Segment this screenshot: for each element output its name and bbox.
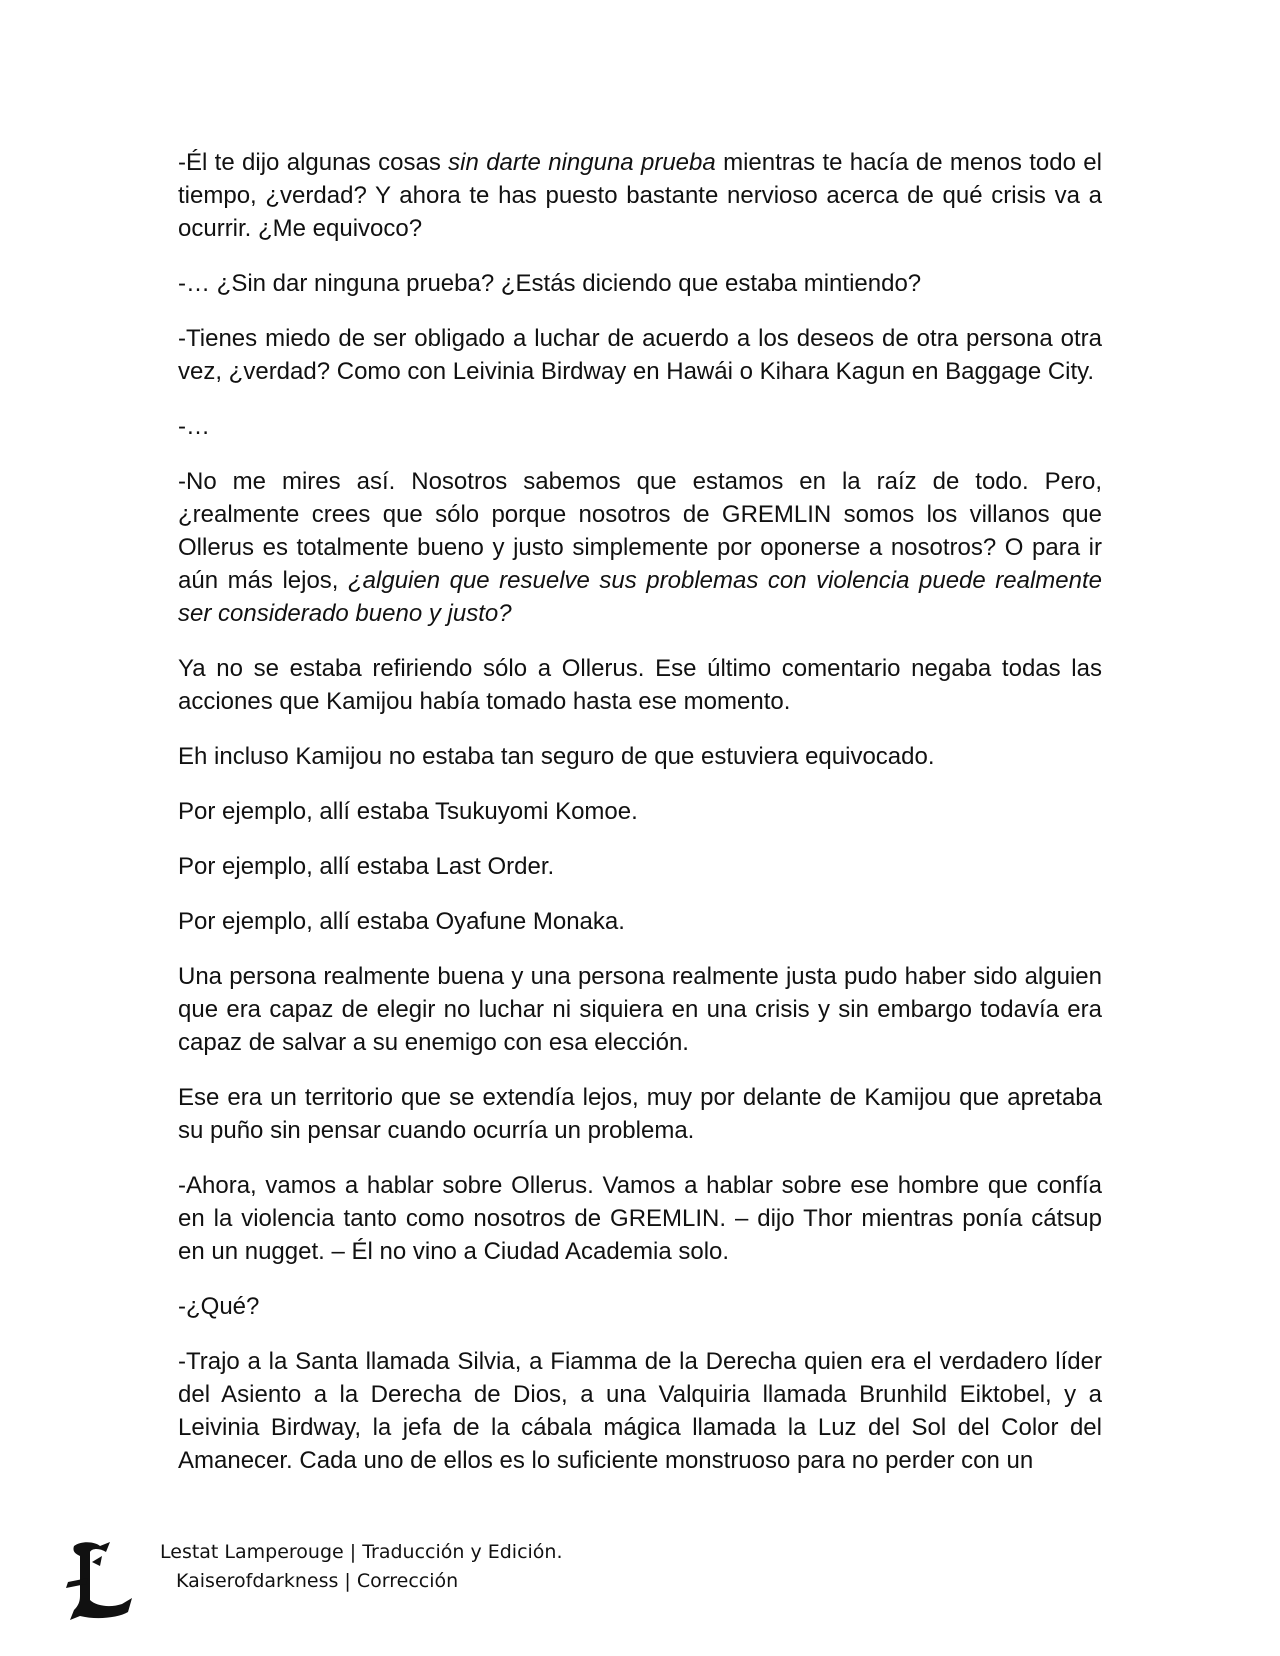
paragraph: [178, 465, 1102, 630]
paragraph-text: -No me mires así. Nosotros sabemos que estamos en la raíz de todo. Pero, ¿realmente crees que sólo porque nosotros de GREMLIN somos los villanos que Ollerus es totalmente bueno y justo simplemente por oponerse a nosotros? O para ir aún más lejos,: [178, 468, 1102, 594]
paragraph: Por ejemplo, allí estaba Last Order.: [178, 853, 555, 880]
paragraph: -Trajo a la Santa llamada Silvia, a Fiamma de la Derecha quien era el verdadero líder del Asiento a la Derecha de Dios, a una Valquiria llamada Brunhild Eiktobel, y a Leivinia Birdway, la jefa de la cábala mágica llamada la Luz del Sol del Color del Amanecer. Cada uno de ellos es lo suficiente monstruoso para no perder con un: [178, 1348, 1102, 1474]
paragraph: -¿Qué?: [178, 1293, 260, 1320]
page-footer: [60, 1532, 760, 1632]
paragraph: -Ahora, vamos a hablar sobre Ollerus. Vamos a hablar sobre ese hombre que confía en la violencia tanto como nosotros de GREMLIN. – dijo Thor mientras ponía cátsup en un nugget. – Él no vino a Ciudad Academia solo.: [178, 1172, 1102, 1265]
paragraph: Por ejemplo, allí estaba Tsukuyomi Komoe.: [178, 798, 638, 825]
paragraph: -Tienes miedo de ser obligado a luchar de acuerdo a los deseos de otra persona otra vez, ¿verdad? Como con Leivinia Birdway en Hawái o Kihara Kagun en Baggage City.: [178, 325, 1102, 385]
paragraph: Ya no se estaba refiriendo sólo a Ollerus. Ese último comentario negaba todas las acciones que Kamijou había tomado hasta ese momento.: [178, 655, 1102, 715]
document-body: [178, 146, 1102, 1477]
paragraph: -…: [178, 413, 210, 440]
credits: [160, 1538, 563, 1596]
paragraph: Una persona realmente buena y una persona realmente justa pudo haber sido alguien que era capaz de elegir no luchar ni siquiera en una crisis y sin embargo todavía era capaz de salvar a su enemigo con esa elección.: [178, 963, 1102, 1056]
paragraph-text: mientras te hacía de menos todo el tiempo, ¿verdad? Y ahora te has puesto bastante nervioso acerca de qué crisis va a ocurrir. ¿Me equivoco?: [178, 149, 1102, 242]
credit-correction: Kaiserofdarkness | Corrección: [176, 1570, 459, 1592]
paragraph: [178, 146, 1102, 245]
paragraph: Ese era un territorio que se extendía lejos, muy por delante de Kamijou que apretaba su puño sin pensar cuando ocurría un problema.: [178, 1084, 1102, 1144]
paragraph-text: -Él te dijo algunas cosas: [178, 149, 449, 176]
credit-translation: Lestat Lamperouge | Traducción y Edición.: [160, 1541, 563, 1563]
paragraph: Eh incluso Kamijou no estaba tan seguro de que estuviera equivocado.: [178, 743, 935, 770]
paragraph: Por ejemplo, allí estaba Oyafune Monaka.: [178, 908, 625, 935]
gothic-l-logo-icon: [66, 1536, 136, 1622]
paragraph-emphasis: ¿alguien que resuelve sus problemas con violencia puede realmente ser considerado bueno y justo?: [178, 567, 1102, 627]
paragraph-emphasis: sin darte ninguna prueba: [448, 149, 716, 176]
paragraph: -… ¿Sin dar ninguna prueba? ¿Estás diciendo que estaba mintiendo?: [178, 270, 922, 297]
